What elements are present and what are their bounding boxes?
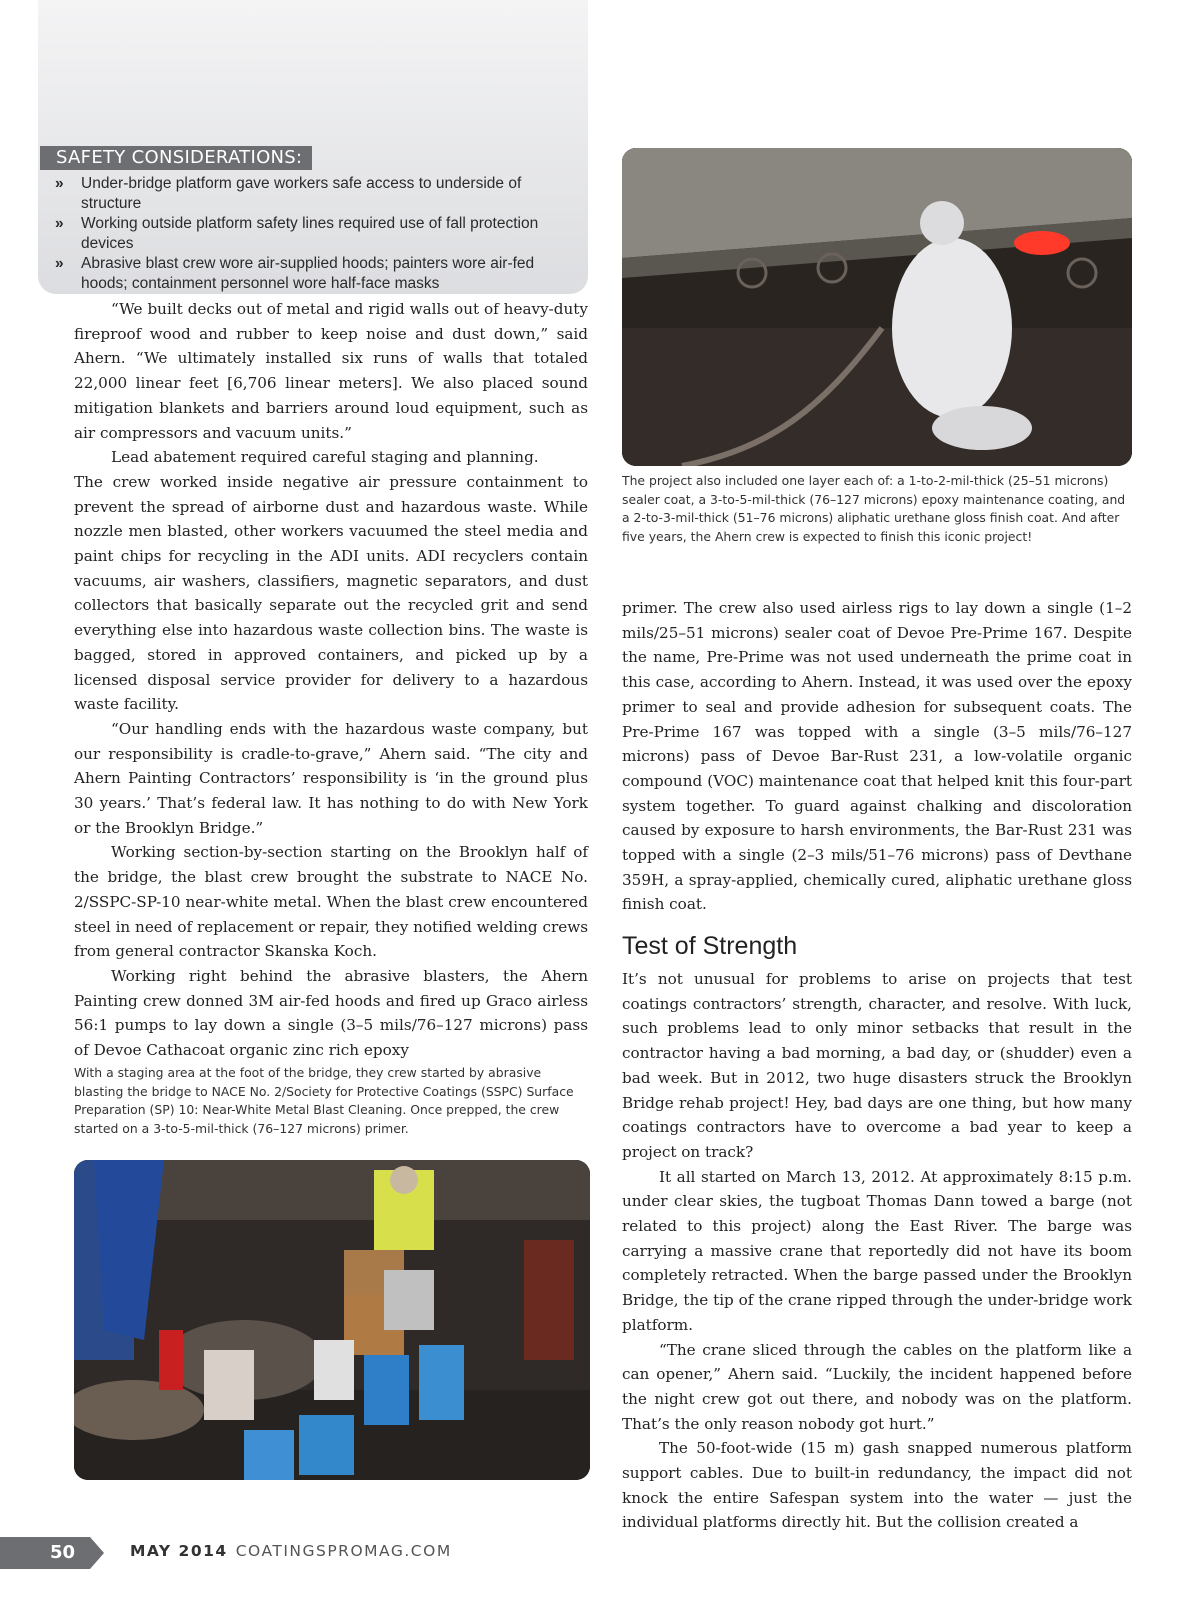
safety-list xyxy=(55,174,575,294)
right-column-section-text xyxy=(622,967,1132,1535)
page-tab-arrow-icon xyxy=(90,1537,104,1569)
photo-caption-left: With a staging area at the foot of the bridge, they crew started by abrasive blasting the bridge to NACE No. 2/Society for Protective Coatings (SSPC) Surface Preparation (SP) 10: Near-White Metal Blast Cleaning. Once prepped, the crew started on a 3-to-5-mil-thick (76–127 microns) primer. xyxy=(74,1065,574,1136)
safety-heading: SAFETY CONSIDERATIONS: xyxy=(40,146,312,170)
paragraph: The 50-foot-wide (15 m) gash snapped numerous platform support cables. Due to built-in redundancy, the impact did not knock the entire Safespan system into the water — just the individual platforms directly hit. But the collision created a xyxy=(622,1439,1132,1532)
paragraph: “Our handling ends with the hazardous waste company, but our responsibility is cradle-to-grave,” Ahern said. “The city and Ahern Painting Contractors’ responsibility is ‘in the ground plus 30 years.’ That’s federal law. It has nothing to do with New York or the Brooklyn Bridge.” xyxy=(74,719,588,837)
bullet-icon: » xyxy=(55,215,64,232)
section-heading: Test of Strength xyxy=(622,932,798,960)
paragraph: It’s not unusual for problems to arise on projects that test coatings contractors’ strength, character, and resolve. With luck, such problems lead to only minor setbacks that result in the contractor having a bad morning, a bad day, or (shudder) even a bad week. But in 2012, two huge disasters struck the Brooklyn Bridge rehab project! Hey, bad days are one thing, but how many coatings contractors have to overcome a bad year to keep a project on track? xyxy=(622,970,1132,1161)
paragraph: Working right behind the abrasive blasters, the Ahern Painting crew donned 3M air-fed hoods and fired up Graco airless 56:1 pumps to lay down a single (3–5 mils/76–127 microns) pass of Devoe Cathacoat organic zinc rich epoxy xyxy=(74,966,588,1060)
footer-line xyxy=(130,1542,452,1560)
paragraph: It all started on March 13, 2012. At approximately 8:15 p.m. under clear skies, the tugboat Thomas Dann towed a barge (not related to this project) along the East River. The barge was carrying a massive crane that reportedly did not have its boom completely retracted. When the barge passed under the Brooklyn Bridge, the tip of the crane ripped through the under-bridge work platform. xyxy=(622,1167,1132,1334)
website: COATINGSPROMAG.COM xyxy=(235,1542,452,1560)
right-column-text xyxy=(622,596,1132,917)
list-item: » Under-bridge platform gave workers safe access to underside of structure xyxy=(55,175,522,212)
photo-caption-right: The project also included one layer each of: a 1-to-2-mil-thick (25–51 microns) sealer coat, a 3-to-5-mil-thick (76–127 microns) epoxy maintenance coating, and a 2-to-3-mil-thick (51–76 microns) aliphatic urethane gloss finish coat. And after five years, the Ahern crew is expected to finish this iconic project! xyxy=(622,473,1126,544)
paragraph: “We built decks out of metal and rigid walls out of heavy-duty fireproof wood and rubber to keep noise and dust down,” said Ahern. “We ultimately installed six runs of walls that totaled 22,000 linear feet [6,706 linear meters]. We also placed sound mitigation blankets and barriers around loud equipment, such as air compressors and vacuum units.” xyxy=(74,300,588,442)
paragraph: primer. The crew also used airless rigs to lay down a single (1–2 mils/25–51 microns) sealer coat of Devoe Pre-Prime 167. Despite the name, Pre-Prime was not used underneath the prime coat in this case, according to Ahern. Instead, it was used over the epoxy primer to seal and provide adhesion for subsequent coats. The Pre-Prime 167 was topped with a single (3–5 mils/76–127 microns) pass of Devoe Bar-Rust 231, a low-volatile organic compound (VOC) maintenance coat that helped knit this four-part system together. To guard against chalking and discoloration caused by exposure to harsh environments, the Bar-Rust 231 was topped with a single (2–3 mils/51–76 microns) pass of Devthane 359H, a spray-applied, chemically cured, aliphatic urethane gloss finish coat. xyxy=(622,599,1132,914)
bullet-icon: » xyxy=(55,175,64,192)
page-number-tab xyxy=(0,1537,90,1569)
painter-photo xyxy=(622,148,1132,466)
staging-area-photo xyxy=(74,1160,590,1480)
paragraph: The crew worked inside negative air pressure containment to prevent the spread of airborne dust and hazardous waste. While nozzle men blasted, other workers vacuumed the steel media and paint chips for recycling in the ADI units. ADI recyclers contain vacuums, air washers, classifiers, magnetic separators, and dust collectors that basically separate out the recycled grit and send everything else into hazardous waste collection bins. The waste is bagged, stored in approved containers, and picked up by a licensed disposal service provider for delivery to a hazardous waste facility. xyxy=(74,472,588,714)
paragraph: Working section-by-section starting on the Brooklyn half of the bridge, the blast crew brought the substrate to NACE No. 2/SSPC-SP-10 near-white metal. When the blast crew encountered steel in need of replacement or repair, they notified welding crews from general contractor Skanska Koch. xyxy=(74,843,588,961)
paragraph: “The crane sliced through the cables on the platform like a can opener,” Ahern said. “Luckily, the incident happened before the night crew got out there, and nobody was on the platform. That’s the only reason nobody got hurt.” xyxy=(622,1340,1132,1433)
bullet-icon: » xyxy=(55,255,64,272)
list-item: » Abrasive blast crew wore air-supplied hoods; painters wore air-fed hoods; containment personnel wore half-face masks xyxy=(55,255,535,292)
left-column-text xyxy=(74,297,588,1063)
page-number: 50 xyxy=(50,1542,76,1563)
list-item: » Working outside platform safety lines required use of fall protection devices xyxy=(55,215,539,252)
issue-date: MAY 2014 xyxy=(130,1542,228,1560)
paragraph: Lead abatement required careful staging and planning. xyxy=(111,448,539,467)
